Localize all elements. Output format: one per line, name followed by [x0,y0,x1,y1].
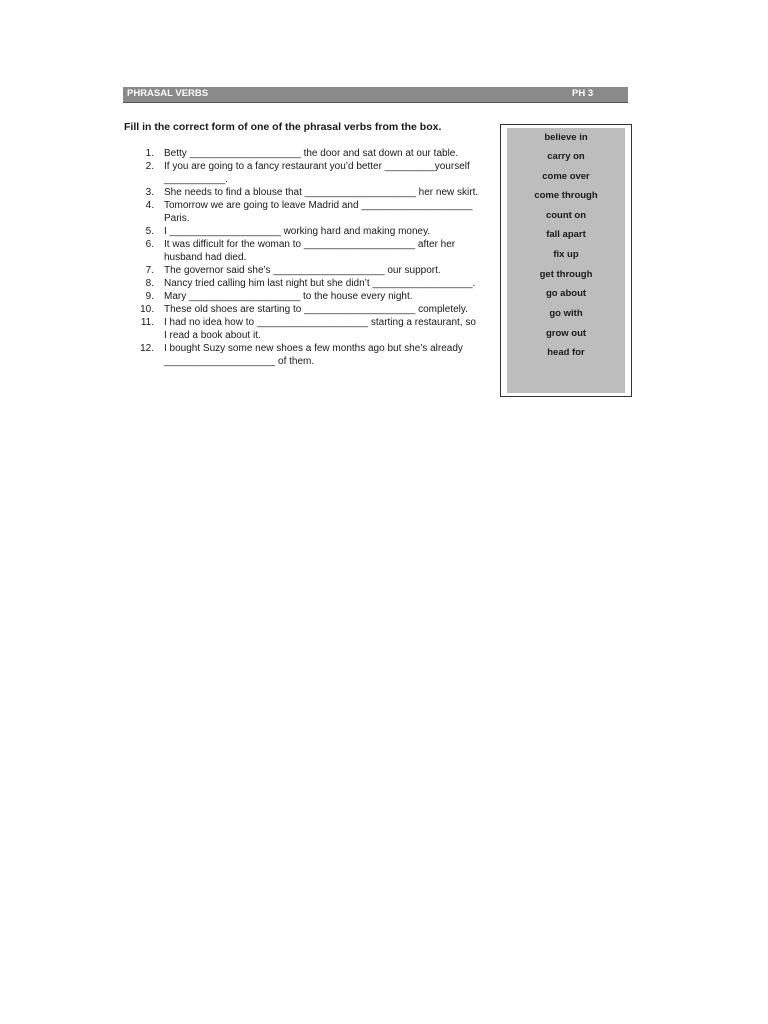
phrasal-verb-option: come through [534,190,598,201]
item-number: 4. [145,200,154,211]
item-text: I ____________________ working hard and making money. [164,226,431,237]
phrasal-verb-option: go about [545,288,587,299]
item-text: It was difficult for the woman to ____________________ after her [164,239,456,250]
item-text: Nancy tried calling him last night but she didn’t __________________. [164,278,476,289]
phrasal-verb-option: believe in [544,132,588,143]
exercise-item [140,316,500,342]
item-number: 8. [145,278,154,289]
item-text: Mary ____________________ to the house every night. [164,291,413,302]
item-number: 12. [140,343,154,354]
item-number: 3. [145,187,154,198]
item-text: ____________________ of them. [164,356,315,367]
item-text: If you are going to a fancy restaurant you’d better _________yourself [164,161,470,172]
exercise-item [140,277,500,290]
item-number: 10. [140,304,154,315]
item-text: I read a book about it. [164,330,261,341]
phrasal-verb-option: go with [549,308,583,319]
header-bar [123,87,628,103]
item-text: She needs to find a blouse that ____________________ her new skirt. [164,187,479,198]
item-number: 11. [140,317,154,328]
worksheet-code: PH 3 [572,88,594,99]
item-text: I had no idea how to ____________________ starting a restaurant, so [164,317,476,328]
item-text: Tomorrow we are going to leave Madrid and ____________________ [164,200,473,211]
item-text: ___________. [164,174,228,185]
phrasal-verb-option: carry on [547,151,585,162]
item-number: 1. [145,148,154,159]
item-number: 9. [145,291,154,302]
exercise-item [140,186,500,199]
phrasal-verb-option: count on [545,210,587,221]
exercise-item [140,303,500,316]
word-box [500,124,632,397]
exercise-item [140,264,500,277]
item-text: husband had died. [164,252,247,263]
item-text: I bought Suzy some new shoes a few months ago but she’s already [164,343,463,354]
item-text: Betty ____________________ the door and sat down at our table. [164,148,459,159]
exercise-item [140,238,500,264]
item-number: 5. [145,226,154,237]
instruction: Fill in the correct form of one of the phrasal verbs from the box. [124,121,442,133]
phrasal-verb-option: get through [539,269,593,280]
item-text: Paris. [164,213,190,224]
worksheet-title: PHRASAL VERBS [127,88,209,99]
word-box-panel [507,128,625,393]
exercise-item [140,342,500,368]
item-text: These old shoes are starting to ____________________ completely. [164,304,468,315]
exercise-item [140,160,500,186]
phrasal-verb-option: head for [547,347,585,358]
exercise-list [140,147,500,368]
exercise-item [140,290,500,303]
item-number: 6. [145,239,154,250]
phrasal-verb-option: fall apart [546,229,586,240]
exercise-item [140,199,500,225]
phrasal-verb-option: fix up [553,249,579,260]
phrasal-verb-option: come over [542,171,590,182]
phrasal-verb-option: grow out [545,328,587,339]
item-text: The governor said she’s ____________________ our support. [164,265,441,276]
item-number: 2. [145,161,154,172]
exercise-item [140,147,500,160]
exercise-item [140,225,500,238]
item-number: 7. [145,265,154,276]
